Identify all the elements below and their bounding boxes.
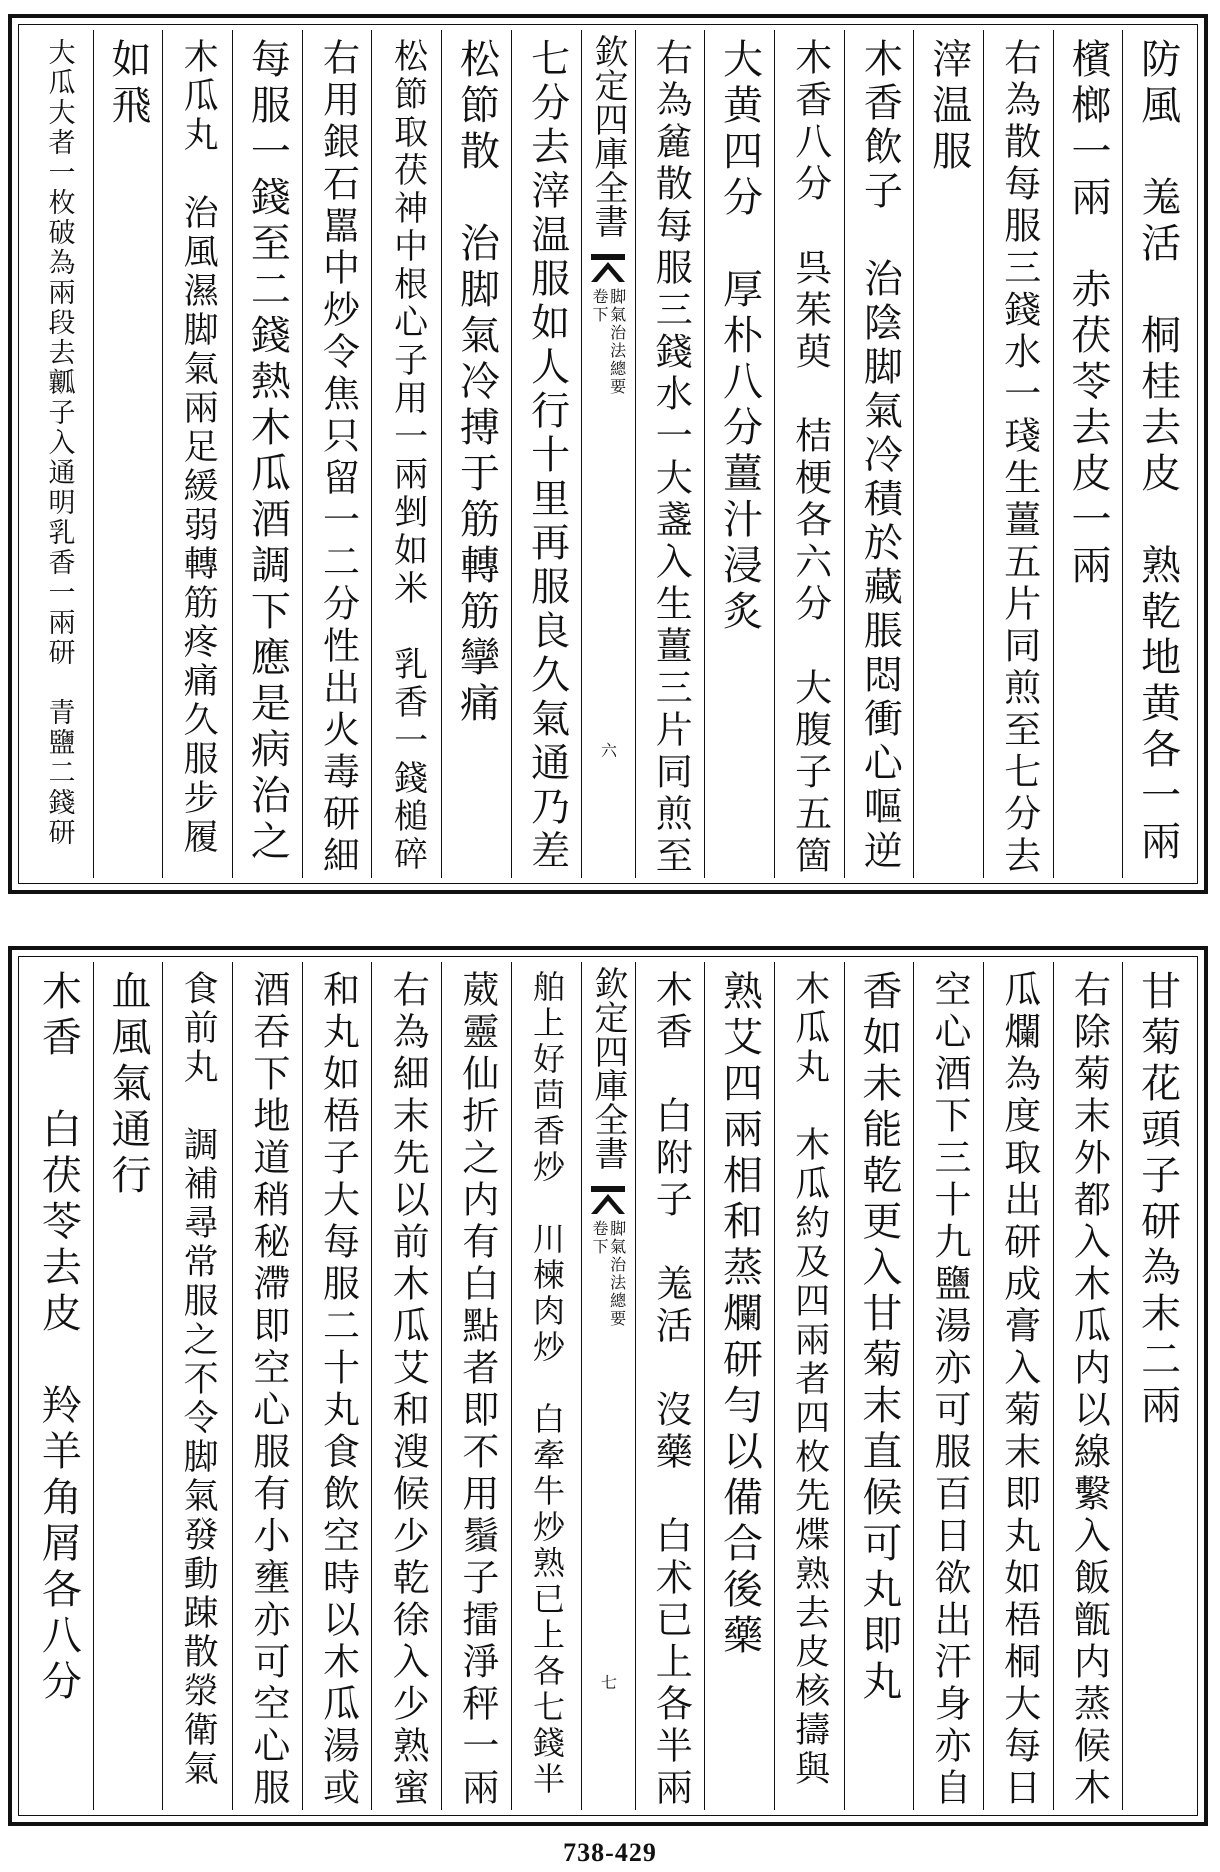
column-text: 防風 羗活 桐桂去皮 熟乾地黄各一兩 — [1134, 38, 1181, 866]
column-text: 右為麄散每服三錢水一大盞入生薑三片同煎至 — [649, 38, 693, 878]
text-column — [635, 30, 705, 878]
column-text: 如飛 — [105, 38, 152, 130]
text-column — [302, 962, 372, 1810]
text-column — [1053, 962, 1123, 1810]
text-column — [774, 962, 844, 1810]
column-text: 和丸如梧子大每服二十丸食飲空時以木瓜湯或 — [316, 970, 360, 1810]
column-text: 葳靈仙折之内有白點者即不用鬚子擂淨秤一兩 — [455, 970, 499, 1810]
column-text: 大瓜大者一枚破為兩段去瓤子入通明乳香一兩研 青鹽二錢研 — [43, 38, 75, 848]
column-text: 木香 白附子 羗活 沒藥 白术已上各半兩 — [649, 970, 693, 1810]
fishtail-ornament-icon — [591, 1186, 625, 1214]
column-text: 香如未能乾更入甘菊末直候可丸即丸 — [855, 970, 902, 1706]
text-column — [1053, 30, 1123, 878]
column-text: 大黄四分 厚朴八分薑汁浸炙 — [716, 38, 763, 636]
text-column — [983, 30, 1053, 878]
column-text: 瓜爛為度取出研成膏入菊末即丸如梧桐大每日 — [997, 970, 1041, 1810]
bottom-page-columns — [24, 962, 1192, 1810]
column-text: 舶上好茴香炒 川楝肉炒 白牽牛炒熟已上各七錢半 — [527, 970, 566, 1798]
column-text: 松節散 治脚氣冷搏于筋轉筋攣痛 — [453, 38, 500, 728]
text-column — [635, 962, 705, 1810]
column-text: 木香 白茯苓去皮 羚羊角屑各八分 — [35, 970, 82, 1706]
column-text: 檳榔一兩 赤茯苓去皮一兩 — [1064, 38, 1111, 590]
text-column — [93, 962, 163, 1810]
text-column — [511, 30, 581, 878]
text-column — [704, 30, 774, 878]
text-column — [1122, 962, 1192, 1810]
text-column — [913, 962, 983, 1810]
text-column — [162, 30, 232, 878]
column-text: 右為細末先以前木瓜艾和溲候少乾徐入少熟蜜 — [386, 970, 430, 1810]
center-fold — [581, 30, 635, 878]
column-text: 木香飲子 治陰脚氣冷積於藏脹悶衝心嘔逆 — [857, 38, 903, 874]
text-column — [232, 30, 302, 878]
center-fold — [581, 962, 635, 1810]
text-column — [162, 962, 232, 1810]
text-column — [774, 30, 844, 878]
book-title: 欽定四庫全書 — [588, 966, 628, 1170]
column-text: 木瓜丸 治風濕脚氣兩足緩弱轉筋疼痛久服步履 — [178, 38, 219, 857]
column-text: 松節取茯神中根心子用一兩剉如米 乳香一錢槌碎 — [387, 38, 428, 874]
column-text: 甘菊花頭子研為末二兩 — [1134, 970, 1181, 1430]
column-text: 滓温服 — [925, 38, 972, 176]
text-column — [441, 962, 511, 1810]
column-text: 右用銀石嚚中炒令焦只留一二分性出火毒研細 — [316, 38, 360, 878]
bottom-page — [8, 946, 1208, 1826]
text-column — [983, 962, 1053, 1810]
section-title: 脚氣治法總要 卷下 — [590, 288, 627, 396]
top-page-columns — [24, 30, 1192, 878]
leaf-number: 六 — [598, 742, 618, 758]
column-text: 七分去滓温服如人行十里再服良久氣通乃差 — [524, 38, 570, 874]
text-column — [844, 30, 914, 878]
leaf-number: 七 — [598, 1674, 618, 1690]
text-column — [232, 962, 302, 1810]
text-column — [844, 962, 914, 1810]
text-column — [93, 30, 163, 878]
column-text: 木瓜丸 木瓜約及四兩者四枚先煠熟去皮核擣與 — [789, 970, 830, 1789]
text-column — [24, 962, 93, 1810]
column-text: 空心酒下三十九鹽湯亦可服百日欲出汗身亦自 — [928, 970, 972, 1810]
text-column — [913, 30, 983, 878]
text-column — [371, 30, 441, 878]
text-column — [371, 962, 441, 1810]
page-number: 738-429 — [563, 1838, 657, 1867]
column-text: 食前丸 調補尋常服之不令脚氣發動踈散滎衛氣 — [178, 970, 219, 1789]
text-column — [511, 962, 581, 1810]
fishtail-ornament-icon — [591, 254, 625, 282]
column-text: 熟艾四兩相和蒸爛研勻以備合後藥 — [716, 970, 763, 1660]
column-text: 右除菊末外都入木瓜内以線繫入飯甑内蒸候木 — [1067, 970, 1111, 1810]
text-column — [24, 30, 93, 878]
text-column — [704, 962, 774, 1810]
book-title: 欽定四庫全書 — [588, 34, 628, 238]
column-text: 血風氣通行 — [105, 970, 152, 1200]
section-title: 脚氣治法總要 卷下 — [590, 1220, 627, 1328]
text-column — [1122, 30, 1192, 878]
column-text: 右為散每服三錢水一琖生薑五片同煎至七分去 — [997, 38, 1041, 878]
column-text: 每服一錢至二錢熱木瓜酒調下應是病治之 — [244, 38, 291, 866]
text-column — [441, 30, 511, 878]
column-text: 酒吞下地道稍秘滯即空心服有小壅亦可空心服 — [246, 970, 290, 1810]
column-text: 木香八分 呉茱萸 桔梗各六分 大腹子五箇 — [788, 38, 832, 878]
text-column — [302, 30, 372, 878]
top-page — [8, 14, 1208, 894]
